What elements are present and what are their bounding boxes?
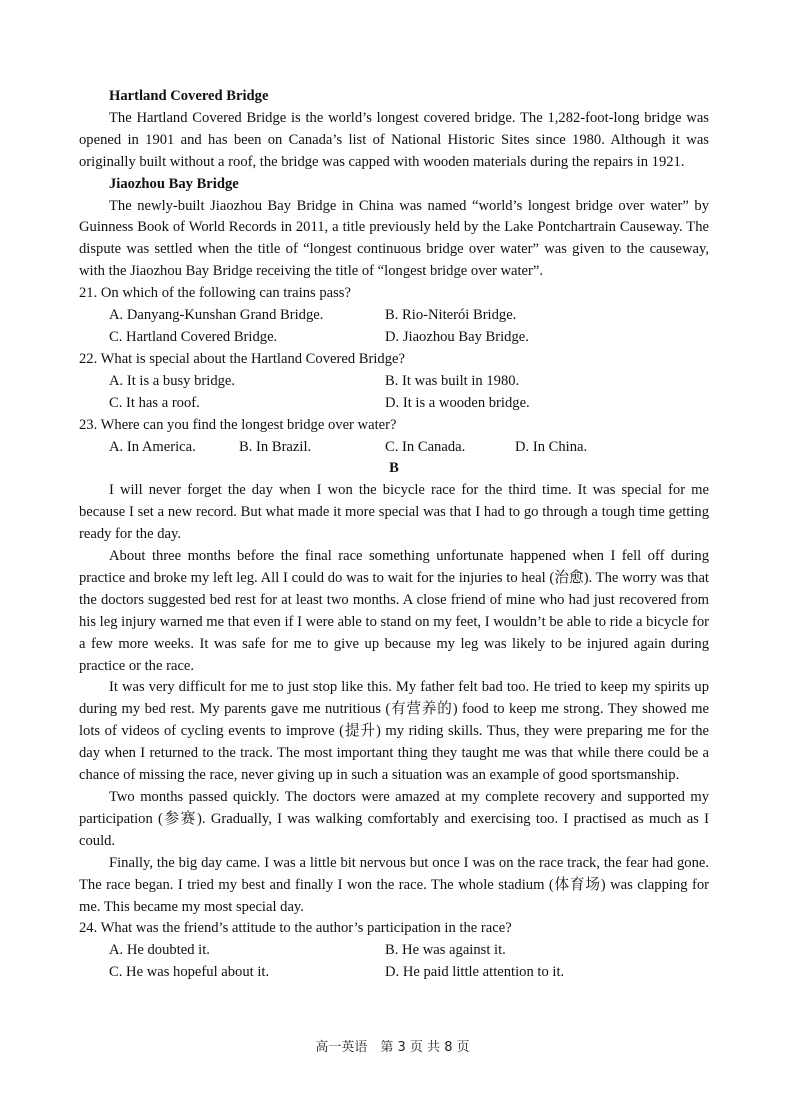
option-b: B. In Brazil. — [239, 438, 312, 455]
question-23-options — [79, 437, 709, 459]
hartland-text: The Hartland Covered Bridge is the world’s longest covered bridge. The 1,282-foot-long bridge was opened in 1901 and has been on Canada’s list of National Historic Sites since 1980. Although it was originally built without a roof, the bridge was capped with wooden materials during the repairs in 1921. — [79, 109, 709, 170]
question-23: 23. Where can you find the longest bridge over water? — [79, 416, 397, 433]
option-d: D. Jiaozhou Bay Bridge. — [385, 328, 529, 345]
option-a: A. He doubted it. — [109, 942, 210, 959]
option-c: C. He was hopeful about it. — [109, 964, 270, 981]
question-22: 22. What is special about the Hartland Covered Bridge? — [79, 350, 405, 367]
page-footer: 高一英语 第 3 页 共 8 页 — [315, 1040, 470, 1055]
option-a: A. It is a busy bridge. — [109, 372, 236, 389]
question-21: 21. On which of the following can trains pass? — [79, 285, 351, 302]
option-a: A. In America. — [109, 438, 196, 455]
option-d: D. In China. — [515, 438, 588, 455]
passage-b-paragraph: Two months passed quickly. The doctors were amazed at my complete recovery and supported my participation (参赛). Gradually, I was walking comfortably and exercising too. I practised as much as I could. — [79, 789, 709, 849]
question-21-options — [79, 305, 709, 349]
question-22-options — [79, 371, 709, 415]
option-b: B. Rio-Niterói Bridge. — [385, 307, 517, 324]
jiaozhou-text: The newly-built Jiaozhou Bay Bridge in China was named “world’s longest bridge over water” by Guinness Book of World Records in 2011, a title previously held by the Lake Pontchartrain Causeway. The dispute was settled when the title of “longest continuous bridge over water” was given to the causeway, with the Jiaozhou Bay Bridge receiving the title of “longest bridge over water”. — [79, 197, 709, 280]
option-b: B. It was built in 1980. — [385, 372, 520, 389]
option-a: A. Danyang-Kunshan Grand Bridge. — [109, 307, 324, 324]
page-content — [79, 86, 709, 984]
option-d: D. It is a wooden bridge. — [385, 394, 530, 411]
passage-b-paragraph: About three months before the final race something unfortunate happened when I fell off during practice and broke my left leg. All I could do was to wait for the injuries to heal (治愈). The worry was that the doctors suggested bed rest for at least two months. A close friend of mine who had just recovered from his leg injury warned me that even if I were able to stand on my feet, I wouldn’t be able to ride a bicycle for a few more weeks. It was safe for me to give up because my leg was likely to be injured again during practice or the race. — [79, 548, 709, 674]
passage-b-paragraph: Finally, the big day came. I was a little bit nervous but once I was on the race track, the fear had gone. The race began. I tried my best and finally I won the race. The whole stadium (体育场) was clapping for me. This became my most special day. — [79, 854, 709, 915]
passage-b-paragraph: It was very difficult for me to just stop like this. My father felt bad too. He tried to keep my spirits up during my bed rest. My parents gave me nutritious (有营养的) food to keep me strong. They showed me lots of videos of cycling events to improve (提升) my riding skills. Thus, they were preparing me for the day when I returned to the track. The most important thing they taught me was that while there could be a chance of missing the race, never giving up in such a situation was an example of good sportsmanship. — [79, 679, 709, 784]
question-24-options — [79, 940, 709, 984]
question-24: 24. What was the friend’s attitude to the author’s participation in the race? — [79, 920, 512, 937]
hartland-title: Hartland Covered Bridge — [109, 88, 269, 104]
option-c: C. It has a roof. — [109, 394, 200, 411]
section-b-label: B — [389, 460, 399, 477]
passage-b-paragraph: I will never forget the day when I won the bicycle race for the third time. It was special for me because I set a new record. But what made it more special was that I had to go through a tough time getting ready for the day. — [79, 482, 709, 543]
option-d: D. He paid little attention to it. — [385, 964, 565, 981]
option-b: B. He was against it. — [385, 942, 506, 959]
option-c: C. Hartland Covered Bridge. — [109, 328, 278, 345]
option-c: C. In Canada. — [385, 438, 466, 455]
jiaozhou-title: Jiaozhou Bay Bridge — [109, 175, 239, 192]
